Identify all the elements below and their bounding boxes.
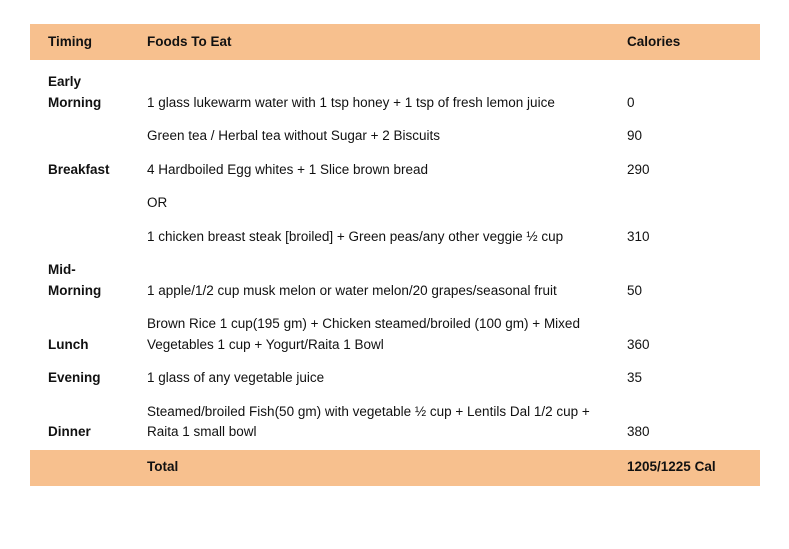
meal-calories: 35	[627, 370, 643, 385]
meal-foods: Steamed/broiled Fish(50 gm) with vegetable ½ cup + Lentils Dal 1/2 cup + Raita 1 small bowl	[147, 403, 590, 439]
table-row	[30, 154, 760, 188]
meal-calories: 90	[627, 128, 643, 143]
meal-timing: Evening	[48, 370, 101, 385]
meal-calories	[609, 187, 760, 221]
meal-timing	[30, 187, 129, 221]
table-row	[30, 308, 760, 362]
table-row	[30, 221, 760, 255]
total-calories: 1205/1225 Cal	[627, 459, 716, 475]
table-row	[30, 120, 760, 154]
header-foods: Foods To Eat	[147, 33, 232, 49]
total-row	[30, 450, 760, 486]
meal-timing: Breakfast	[48, 161, 110, 177]
meal-calories: 360	[627, 336, 650, 352]
meal-foods: Green tea / Herbal tea without Sugar + 2 Biscuits	[147, 128, 441, 143]
meal-calories: 0	[627, 94, 635, 110]
meal-timing	[30, 66, 129, 120]
timing-early-morning: Early Morning	[48, 74, 102, 110]
meal-calories: 50	[627, 282, 643, 298]
meal-timing: Dinner	[48, 424, 91, 439]
timing-mid-morning: Mid-Morning	[48, 262, 102, 298]
meal-timing	[30, 254, 129, 308]
meal-timing: Lunch	[48, 336, 89, 352]
meal-foods: Brown Rice 1 cup(195 gm) + Chicken steamed/broiled (100 gm) + Mixed Vegetables 1 cup + Yogurt/Raita 1 Bowl	[147, 316, 580, 352]
total-label: Total	[147, 459, 179, 475]
meal-foods: 4 Hardboiled Egg whites + 1 Slice brown bread	[147, 161, 429, 177]
meal-foods: 1 chicken breast steak [broiled] + Green peas/any other veggie ½ cup	[147, 228, 564, 244]
meal-foods: 1 glass of any vegetable juice	[147, 370, 325, 385]
meal-foods: 1 apple/1/2 cup musk melon or water melon/20 grapes/seasonal fruit	[147, 282, 557, 298]
meal-timing	[30, 120, 129, 154]
meal-foods: OR	[147, 195, 168, 210]
meal-timing	[30, 221, 129, 255]
meal-calories: 310	[627, 228, 650, 244]
table-row	[30, 66, 760, 120]
header-calories: Calories	[627, 33, 681, 49]
table-row	[30, 254, 760, 308]
meal-calories: 290	[627, 161, 650, 177]
total-timing	[30, 450, 129, 486]
table-row	[30, 362, 760, 396]
table-row	[30, 396, 760, 450]
table-header-row	[30, 24, 760, 60]
meal-calories: 380	[627, 424, 650, 439]
header-timing: Timing	[48, 33, 93, 49]
meal-foods: 1 glass lukewarm water with 1 tsp honey + 1 tsp of fresh lemon juice	[147, 94, 555, 110]
diet-plan-table	[30, 24, 760, 486]
table-row	[30, 187, 760, 221]
